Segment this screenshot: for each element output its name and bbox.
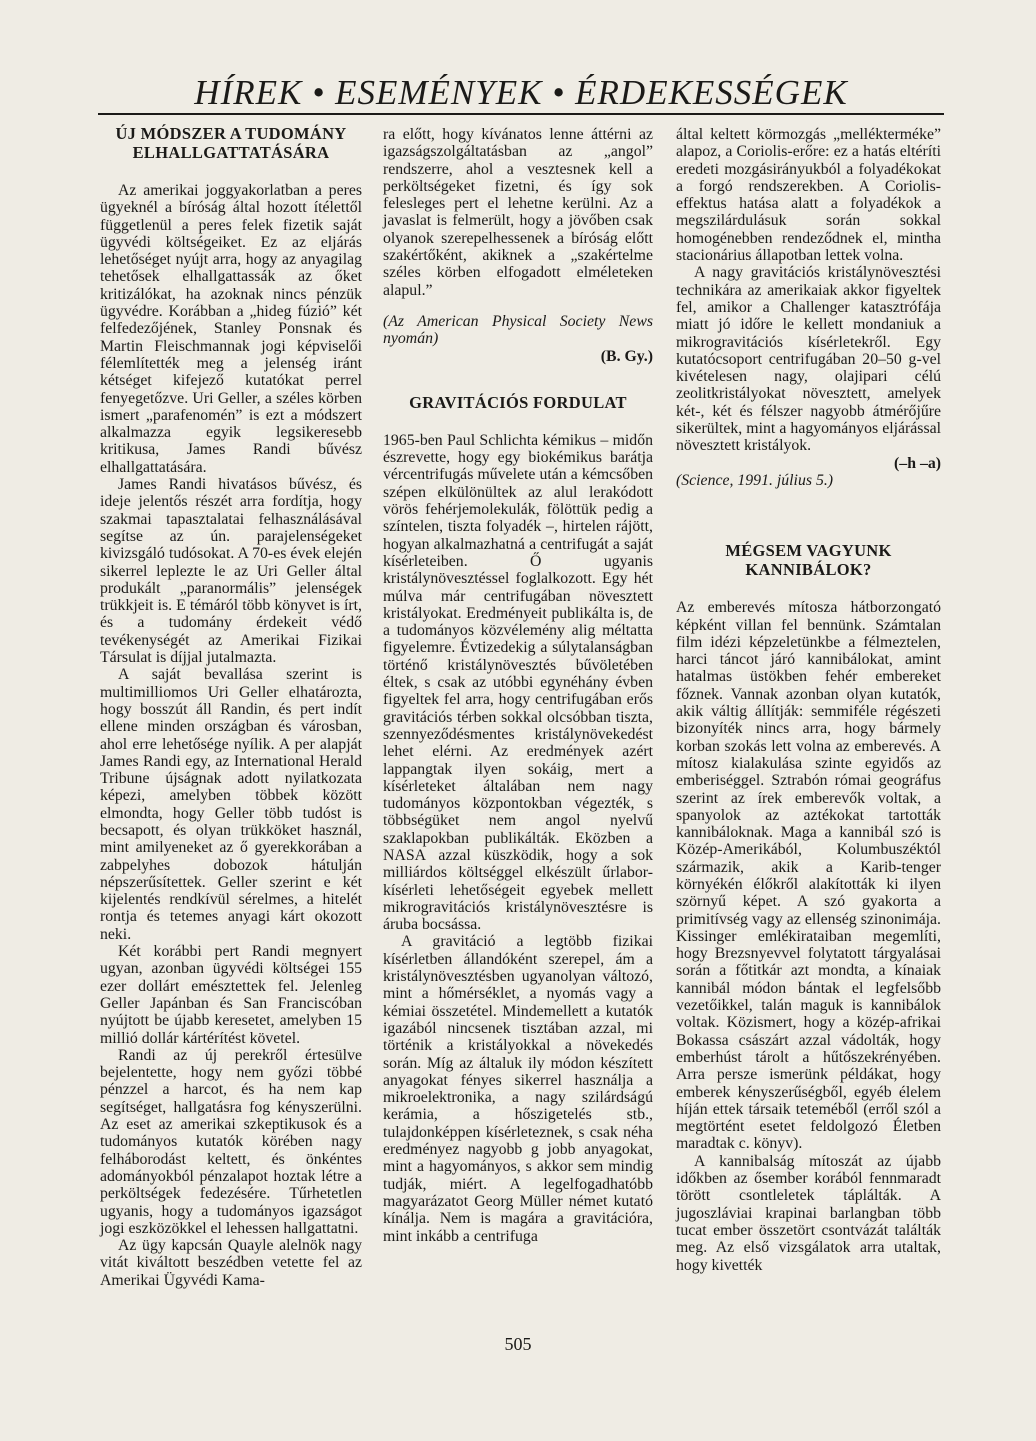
article1-paragraph: James Randi hivatásos bűvész, és ideje jelentős részét arra fordítja, hogy szakmai tapasztalatai felhasználásával segítse az ún. parajelenségeket kivizsgáló tudósokat. A 70-es évek elején sikerrel leplezte le az Uri Geller által produkált „paranormális” jelenségek trükkjeit is. E témáról több könyvet is írt, és a tudomány érdekeit védő tevékenységét az Amerikai Fizikai Társulat is díjjal jutalmazta. [100,476,362,667]
article1-source: (Az American Physical Society News nyomán) [383,312,653,348]
article2-paragraph: A gravitáció a legtöbb fizikai kísérletben állandóként szerepel, ám a kristálynövesztésben ugyanolyan változó, mint a hőmérséklet, a nyomás vagy a kémiai összetétel. Mindemellett a kutatók igazából nincsenek tisztában azzal, mi történik a kristályokkal a növekedés során. Míg az általuk ily módon készített anyagokat fényes sikerrel használja a mikroelektronika, a nagy szilárdságú kerámia, a hőszigetelés stb., tulajdonképpen kísérleteznek, s csak néha eredményez nagyobb g jobb anyagokat, mint a hagyományos, s akkor sem mindig tudják, miért. A legelfogadhatóbb magyarázatot Georg Müller német kutató kínálja. Nem is magára a gravitációra, mint inkább a centrifuga [383,933,653,1245]
column-left [100,124,362,1289]
page-number: 505 [504,1334,532,1354]
article1-signature: (B. Gy.) [600,347,653,365]
article2-paragraph: által keltett körmozgás „mellékterméke” alapoz, a Coriolis-erőre: ez a hatás eltéríti eredeti mozgásirányukból a folyadékokat a forgó rendszerekben. A Coriolis-effektus hatása alatt a folyadékok a megszilárdulásuk során sokkal homogénebben rendeződnek el, mintha stacionárius állapotban lettek volna. [676,126,941,265]
article1-paragraph: Randi az új perekről értesülve bejelentette, hogy nem győzi többé pénzzel a harcot, és ha nem kap segítséget, hallgatásra fog kényszerülni. Az eset az amerikai szkeptikusok és a tudományos kutatók körében nagy felháborodást keltett, és önkéntes adományokból pénzalapot hoztak létre a perköltségek fedezésére. Tűrhetetlen ugyanis, hogy a tudományos igazságot jogi eszközökkel el lehessen hallgattatni. [100,1046,362,1237]
article1-paragraph: ra előtt, hogy kívánatos lenne áttérni az igazságszolgáltatásban az „angol” rendszerre, ahol a vesztesnek kell a perköltségeket fizetni, és így sok felesleges pert el lehetne kerülni. Az a javaslat is felmerült, hogy a jövőben csak olyanok szerepelhessenek a bíróság előtt szakértőként, akiknek a „szakértelme széles körben elfogadott elméleteken alapul.” [383,126,653,299]
article1-paragraph: A saját bevallása szerint is multimilliomos Uri Geller elhatározta, hogy bosszút áll Randin, és pert indít ellene minden országban és városban, ahol erre lehetősége nyílik. A per alapját James Randi egy, az International Herald Tribune újságnak adott nyilatkozata képezi, amelyben többek között elmondta, hogy Geller több tudóst is becsapott, és olyan trükköket használ, mint amilyeneket az ő gyerekkorában a zabpelyhes dobozok hátulján népszerűsítettek. Geller szerint e két kijelentés rendkívül sérelmes, a hitelét rontja és tetemes anyagi kárt okozott neki. [100,666,362,943]
article1-paragraph: Az amerikai joggyakorlatban a peres ügyeknél a bíróság által hozott ítélettől függetlenül a peres felek fizetik saját ügyvédi költségeiket. Ez az eljárás lehetőséget nyújt arra, hogy az anyagilag tehetősek elhallgattassák az őket kritizálókat, ha azoknak nincs pénzük ügyvédre. Korábban a „hideg fúzió” két felfedezőjének, Stanley Ponsnak és Martin Fleischmannak jogi képviselői félemlítették meg a jelenség iránt kétséget kifejező kutatókat perrel fenyegetőzve. Uri Geller, a széles körben ismert „parafenomén” is ezt a módszert alkalmazza egyik legsikeresebb kritikusa, James Randi bűvész elhallgattatására. [100,182,362,476]
article-title-2: GRAVITÁCIÓS FORDULAT [409,392,627,412]
article2-signature: (–h –a) [894,454,941,472]
article3-paragraph: Az emberevés mítosza hátborzongató képként villan fel bennünk. Számtalan film idézi képzeletünkbe a félmeztelen, harci táncot járó kannibálokat, amint hatalmas üstökben fehér embereket főznek. Vannak azonban olyan kutatók, akik váltig állítják: semmiféle régészeti bizonyíték nincs arra, hogy bármely korban szokás lett volna az emberevés. A mítosz kialakulása szinte egyidős az emberiséggel. Sztrabón római geográfus szerint az írek emberevők voltak, a spanyolok az aztékokat tartották kannibáloknak. Maga a kannibál szó is Közép-Amerikából, Kolumbuszéktól származik, akik a Karib-tenger környékén élőkről alakították ki ilyen szörnyű képet. A szó gyakorta a primitívség vagy az ellenség szinonimája. Kissinger emlékirataiban megemlíti, hogy Brezsnyevvel folytatott tárgyalásai során a főtitkár azt mondta, a kínaiak kannibál módon bántak el legfelsőbb vezetőikkel, talán maguk is kannibálok voltak. Közismert, hogy a közép-afrikai Bokassa császárt azzal vádolták, hogy emberhúst tárolt a hűtőszekrényében. Arra persze ismerünk példákat, hogy emberek kényszerűségből, egyéb élelem híján ettek társaik teteméből (erről szól a megtörtént esetet feldolgozó Életben maradtak c. könyv). [676,599,941,1153]
section-header: HÍREK • ESEMÉNYEK • ÉRDEKESSÉGEK [194,73,848,112]
article3-paragraph: A kannibalság mítoszát az újabb időkben az ősember korából fennmaradt törött csontleletek táplálták. A jugoszláviai krapinai barlangban több tucat ember összetört csontvázát találták meg. Az első vizsgálatok arra utaltak, hogy kivették [676,1152,941,1274]
header-divider [98,113,944,115]
article1-paragraph: Két korábbi pert Randi megnyert ugyan, azonban ügyvédi költségei 155 ezer dollárt emésztettek fel. Jelenleg Geller Japánban és San Franciscóban nyújtott be újabb keresetet, amelyben 15 millió dollár kártérítést követel. [100,943,362,1047]
article2-paragraph: 1965-ben Paul Schlichta kémikus – midőn észrevette, hogy egy biokémikus barátja vércentrifugás művelete után a kémcsőben szépen elkülönültek az alul lerakódott vörös fehérjemolekulák, fölöttük pedig a színtelen, tiszta folyadék –, hirtelen rájött, hogyan alkalmazhatná a centrifugát a saját kísérleteiben. Ő ugyanis kristálynövesztéssel foglalkozott. Egy hét múlva már centrifugában növesztett kristályokat. Eredményeit publikálta is, de a tudományos közvélemény alig méltatta figyelemre. Évtizedekig a súlytalanságban történő kristálynövesztés bűvöletében éltek, s csak az utóbbi egynéhány évben figyeltek fel arra, hogy centrifugában erős gravitációs térben sokkal olcsóbban tiszta, szennyeződésmentes kristálynövekedést lehet elérni. Az eredmények azért lappangtak ilyen sokáig, mert a kísérleteket általában nem nagy tudományos központokban végezték, s többségüket nem angol nyelvű szaklapokban publikálták. Eközben a NASA azzal küszködik, hogy a sok milliárdos költséggel elkészült űrlabor-kísérleti lehetőségeit egyebek mellett mikrogravitációs kristálynövesztésre is áruba bocsássa. [383,431,653,934]
article1-paragraph: Az ügy kapcsán Quayle alelnök nagy vitát kiváltott beszédben vetette fel az Amerikai Ügyvédi Kama- [100,1237,362,1289]
article-title-1: ÚJ MÓDSZER A TUDOMÁNY ELHALLGATTATÁSÁRA [115,124,347,162]
article2-source: (Science, 1991. július 5.) [676,471,834,489]
column-middle [383,126,653,1245]
article2-paragraph: A nagy gravitációs kristálynövesztési technikára az amerikaiak akkor figyeltek fel, amikor a Challenger katasztrófája miatt jó időre le kellett mondaniuk a mikrogravitációs kísérletekről. Egy kutatócsoport centrifugában 20–50 g-vel kivételesen nagy, olajipari célú zeolitkristályokat növesztett, amelyek két-, két és félszer nagyobb átmérőjűre sikerültek, mint a hagyományos eljárással növesztett kristályok. [676,264,941,455]
column-right [676,126,941,1274]
article-title-3: MÉGSEM VAGYUNK KANNIBÁLOK? [725,541,892,580]
